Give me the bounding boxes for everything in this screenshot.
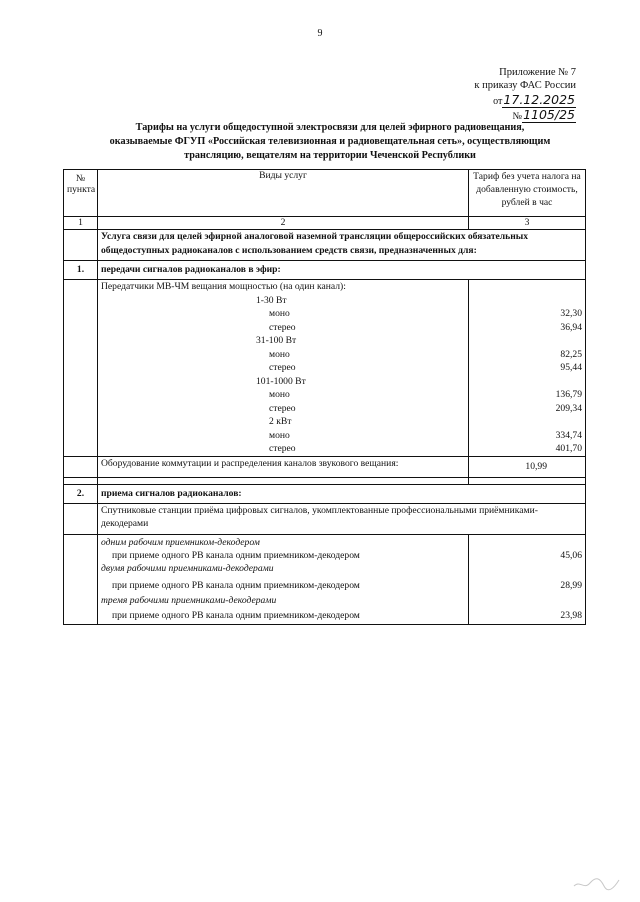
header-item-number: № пункта [64,170,98,217]
price-value: 32,30 [560,308,582,319]
stations-row [64,503,586,534]
number-prefix: № [512,111,523,122]
receivers-prices [469,534,586,624]
title-line-2: оказываемые ФГУП «Российская телевизионная и радиовещательная сеть», осуществляющим [109,136,551,147]
spacer-row [64,477,586,484]
section-2-title: приема сигналов радиоканалов: [98,484,586,503]
section-1-title: передачи сигналов радиоканалов в эфир: [98,261,586,280]
receiver-option: тремя рабочими приемниками-декодерами [101,594,277,606]
receiver-option-detail: при приеме одного РВ канала одним приемником-декодером [112,579,360,591]
transmitters-list [98,280,469,457]
transmitters-row [64,280,586,457]
section-2-number: 2. [64,484,98,503]
power-label: 2 кВт [269,416,292,427]
receivers-row [64,534,586,624]
transmitters-label: Передатчики МВ-ЧМ вещания мощностью (на один канал): [101,281,346,292]
stereo-label: стерео [269,443,296,454]
column-number-row [64,217,586,230]
power-label: 101-1000 Вт [256,375,306,387]
stereo-label: стерео [269,402,296,414]
price-value: 82,25 [560,348,582,360]
price-value: 36,94 [560,321,582,333]
mono-label: моно [269,389,290,400]
appendix-date-line [440,93,576,123]
equipment-price: 10,99 [469,456,586,477]
section-1-number: 1. [64,261,98,280]
appendix-header [440,66,576,123]
header-service-type: Виды услуг [98,170,469,217]
date-prefix: от [493,96,503,107]
stereo-label: стерео [269,362,296,373]
tariff-table [63,169,586,625]
signature-scribble-icon [572,872,622,894]
mono-label: моно [269,348,290,360]
number-value: 1105/25 [523,107,575,122]
receivers-list [98,534,469,624]
section-2-row [64,484,586,503]
price-value: 45,06 [560,550,582,561]
price-value: 28,99 [560,579,582,591]
mono-label: моно [269,308,290,319]
receiver-option-detail: при приеме одного РВ канала одним приемником-декодером [112,550,360,561]
price-value: 401,70 [555,443,582,454]
date-value: 17.12.2025 [503,92,575,107]
receiver-option: двумя рабочими приемниками-декодерами [101,563,274,574]
mono-label: моно [269,429,290,441]
table-header-row [64,170,586,217]
equipment-row [64,456,586,477]
title-line-1: Тарифы на услуги общедоступной электросвязи для целей эфирного радиовещания, [135,122,525,133]
power-label: 1-30 Вт [256,294,287,306]
section-1-row [64,261,586,280]
transmitters-prices [469,280,586,457]
appendix-title: Приложение № 7 [499,67,576,78]
page-number: 9 [317,28,323,39]
receiver-option-detail: при приеме одного РВ канала одним приемником-декодером [112,609,360,621]
equipment-label: Оборудование коммутации и распределения каналов звукового вещания: [98,456,469,477]
document-title [95,121,565,163]
price-value: 95,44 [560,362,582,373]
service-title: Услуга связи для целей эфирной аналоговой наземной трансляции общероссийских обязательных общедоступных радиоканалов с использованием средств связи, предназначенных для: [98,230,586,261]
service-title-row [64,230,586,261]
header-tariff: Тариф без учета налога на добавленную стоимость, рублей в час [469,170,586,217]
column-number: 3 [469,217,586,230]
title-line-3: трансляцию, вещателям на территории Чеченской Республики [184,150,476,161]
column-number: 1 [64,217,98,230]
receiver-option: одним рабочим приемником-декодером [101,536,260,548]
price-value: 136,79 [555,389,582,400]
power-label: 31-100 Вт [256,335,297,346]
column-number: 2 [98,217,469,230]
stations-label: Спутниковые станции приёма цифровых сигналов, укомплектованные профессиональными приёмниками-декодерами [98,503,586,534]
appendix-order: к приказу ФАС России [474,80,576,91]
price-value: 334,74 [555,429,582,441]
stereo-label: стерео [269,321,296,333]
price-value: 209,34 [555,402,582,414]
price-value: 23,98 [560,609,582,621]
